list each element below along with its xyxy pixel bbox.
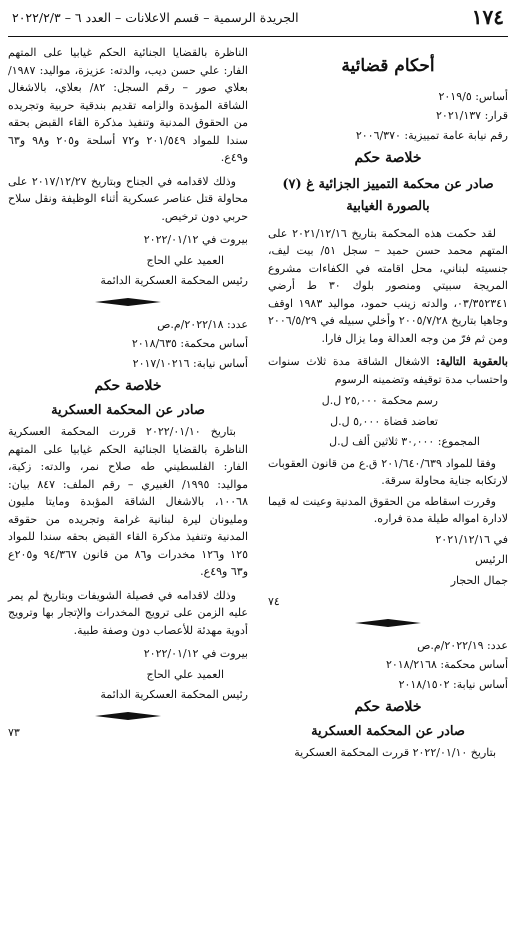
court-basis: أساس محكمة: ٢٠١٨/٦٣٥ bbox=[131, 337, 248, 350]
notice2-number: عدد: ٢٠٢٢/١٩/م.ص bbox=[417, 638, 508, 652]
sig2-name: العميد علي الحاج bbox=[146, 667, 224, 681]
notice-number: عدد: ٢٠٢٢/١٨/م.ص bbox=[157, 317, 248, 331]
notice2-summary-title: خلاصة حكم bbox=[354, 699, 422, 715]
section-divider bbox=[8, 298, 248, 306]
notice2-issued-by: صادر عن المحكمة العسكرية bbox=[311, 723, 465, 739]
sig1-role: رئيس المحكمة العسكرية الدائمة bbox=[100, 274, 248, 287]
page-header bbox=[8, 4, 508, 37]
issued-by: صادر عن المحكمة العسكرية bbox=[51, 402, 205, 418]
summary-title: خلاصة حكم bbox=[94, 378, 162, 394]
notice2-prosecution-basis: أساس نيابة: ٢٠١٨/١٥٠٢ bbox=[398, 677, 508, 691]
ref-prosecution: رقم نيابة عامة تمييزية: ٢٠٠٦/٣٧٠ bbox=[355, 128, 508, 142]
fine-judges-fund: تعاضد قضاة ٥,٠٠٠ ل.ل bbox=[330, 414, 438, 428]
entry-number: ٧٣ bbox=[8, 725, 20, 739]
fines-list bbox=[268, 392, 508, 451]
penalty-paragraph bbox=[268, 353, 508, 388]
sig1-place-date: بيروت في ٢٠٢٢/٠١/١٢ bbox=[143, 233, 248, 246]
right-column bbox=[268, 48, 508, 762]
judgment-body-2: وذلك لاقدامه في فصيلة الشويفات وبتاريخ لم يمر عليه الزمن على ترويج المخدرات والإتجار بها وترويج أدوية مهدئة للأعصاب دون وصفة طبية. bbox=[8, 588, 248, 637]
section-divider bbox=[268, 619, 508, 627]
judgment-body: بتاريخ ٢٠٢٢/٠١/١٠ قررت المحكمة العسكرية الناظرة بالقضايا الجنائية الحكم غيابيا على المتهم الفار: الفلسطيني طه صلاح نمر، والدته: زكية، مواليد: ١٩٩٥/ الغبيري – رقم الملف: ٨٤٧ بيان: ١٠٠٦٨، بالاشغال الشاقة المؤبدة ومايتا مليون ومليونان ليرة لبنانية غرامة وتجريده من حقوقه المدنية وتنفيذ مذكرة القاء القبض بحقه سندا للمواد ١٢٥ و١٢٦ مخدرات و٨٦ من قانون ٩٤/٣٦٧ و٢٠٥ع و٦٣ و٤٩ع. bbox=[8, 425, 249, 578]
left-column bbox=[8, 44, 248, 741]
signature-date: في ٢٠٢١/١٢/١٦ bbox=[435, 532, 508, 546]
entry-number: ٧٤ bbox=[268, 595, 280, 608]
section-title: أحكام قضائية bbox=[341, 56, 435, 76]
judgment-body: لقد حكمت هذه المحكمة بتاريخ ٢٠٢١/١٢/١٦ على المتهم محمد حسن حميد – سجل ٥١/ بيت ليف، جنسيته لبناني، محل اقامته في الكفاءات مشروع المريجة سبيتي ومنصور بلوك ٣٠ ط أرضي ٠٣/٣٥٢٣٤١، والدته زينب حمود، مواليد ١٩٨٣ اوقف وجاهيا بتاريخ ٢٠٠٥/٧/٢٨ وأخلي سبيله في ٢٠٠٦/٥/٢٩ ومن ثم فرّ من وجه العدالة وما يزال فارا. bbox=[268, 226, 508, 345]
sig2-role: رئيس المحكمة العسكرية الدائمة bbox=[100, 688, 248, 701]
signature-role: الرئيس bbox=[475, 553, 508, 566]
gazette-title: الجريدة الرسمية – قسم الاعلانات – العدد ٦ – ٢٠٢٢/٢/٣ bbox=[12, 10, 299, 25]
issued-by-title: صادر عن محكمة التمييز الجزائية غ (٧) بالصورة الغيابية bbox=[282, 176, 494, 214]
fines-total: المجموع: ٣٠,٠٠٠ ثلاثين ألف ل.ل bbox=[329, 435, 480, 448]
summary-title: خلاصة حكم bbox=[354, 150, 422, 166]
penalty-label: بالعقوبة التالية: bbox=[436, 355, 508, 368]
continuation-body-2: وذلك لاقدامه في الجناح وبتاريخ ٢٠١٧/١٢/٢٧ على محاولة قتل عناصر عسكرية أثناء الوظيفة ونقل سلاح حربي دون ترخيص. bbox=[8, 174, 248, 223]
penalty-text: الاشغال الشاقة مدة ثلاث سنوات واحتساب مدة توقيفه وتضمينه الرسوم bbox=[268, 355, 508, 386]
ref-decision: قرار: ٢٠٢١/١٣٧ bbox=[436, 109, 508, 122]
notice2-court-basis: أساس محكمة: ٢٠١٨/٢١٦٨ bbox=[385, 658, 508, 671]
sig2-place-date: بيروت في ٢٠٢٢/٠١/١٢ bbox=[143, 647, 248, 660]
prosecution-basis: أساس نيابة: ٢٠١٧/١٠٢١٦ bbox=[132, 356, 248, 370]
sig1-name: العميد علي الحاج bbox=[146, 253, 224, 267]
notice2-body-start: بتاريخ ٢٠٢٢/٠١/١٠ قررت المحكمة العسكرية bbox=[294, 746, 496, 759]
section-divider bbox=[8, 712, 248, 720]
page-number: ١٧٤ bbox=[471, 5, 504, 29]
fine-court-fee: رسم محكمة ٢٥,٠٠٠ ل.ل bbox=[321, 394, 438, 407]
law-text: وفقا للمواد ٢٠١/٦٤٠/٦٣٩ ق.ع من قانون العقوبات لارتكابه جناية محاولة سرقة. bbox=[268, 456, 508, 487]
ref-basis: أساس: ٢٠١٩/٥ bbox=[438, 89, 508, 103]
civil-rights-text: وقررت اسقاطه من الحقوق المدنية وعينت له قيما لادارة امواله طيلة مدة فراره. bbox=[268, 494, 508, 525]
signature-name: جمال الحجار bbox=[450, 573, 508, 587]
continuation-body: الناظرة بالقضايا الجنائية الحكم غيابيا على المتهم الفار: علي حسن ديب، والدته: عزيزة، مواليد: ١٩٨٧/ بعلاي صور – رقم السجل: ٨٢/ بعلاي، بالاشغال الشاقة المؤبدة والزامه تقديم بندقية حربية وتجريده من الحقوق المدنية وتنفيذ مذكرة القاء القبض بحقه سندا للمواد ٢٠١/٥٤٩ و٧٢ أسلحة و٢٠٥ و٩٨ و٦٣ و٤٩ع. bbox=[8, 46, 248, 164]
